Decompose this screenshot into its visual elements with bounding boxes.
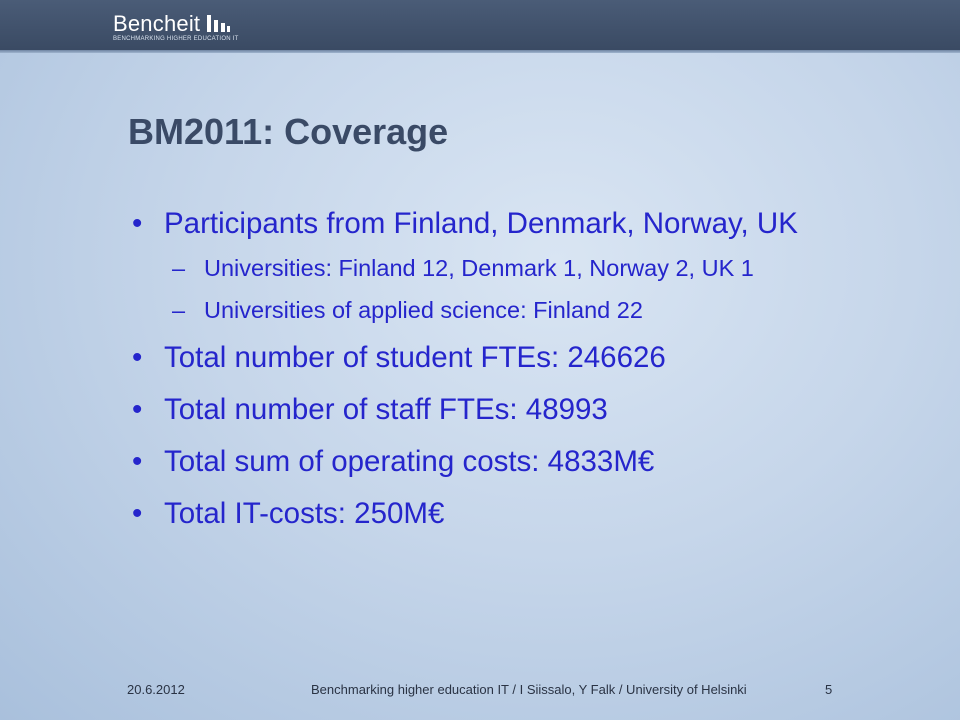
header-bar: [0, 0, 960, 50]
bullet-operating-costs: • Total sum of operating costs: 4833M€: [128, 444, 860, 480]
bullet-student-ftes: • Total number of student FTEs: 246626: [128, 340, 860, 376]
logo: [113, 10, 239, 43]
logo-tagline: BENCHMARKING HIGHER EDUCATION IT: [113, 36, 239, 42]
bar-mark-icon: [206, 14, 230, 32]
footer-date: 20.6.2012: [127, 682, 185, 697]
header-divider: [0, 50, 960, 53]
page-number: 5: [825, 682, 833, 697]
footer-text: Benchmarking higher education IT / I Siissalo, Y Falk / University of Helsinki: [311, 682, 747, 697]
bullet-participants: • Participants from Finland, Denmark, Norway, UK: [128, 206, 860, 242]
sub-bullet-universities: – Universities: Finland 12, Denmark 1, Norway 2, UK 1: [128, 252, 860, 284]
bullet-it-costs: • Total IT-costs: 250M€: [128, 496, 860, 532]
slide-title: BM2011: Coverage: [128, 111, 449, 152]
bullet-staff-ftes: • Total number of staff FTEs: 48993: [128, 392, 860, 428]
logo-row: [113, 10, 239, 35]
logo-name: Bencheit: [113, 11, 201, 36]
slide-content: [128, 206, 860, 532]
sub-bullet-applied-science: – Universities of applied science: Finland 22: [128, 294, 860, 326]
footer: [0, 682, 960, 702]
